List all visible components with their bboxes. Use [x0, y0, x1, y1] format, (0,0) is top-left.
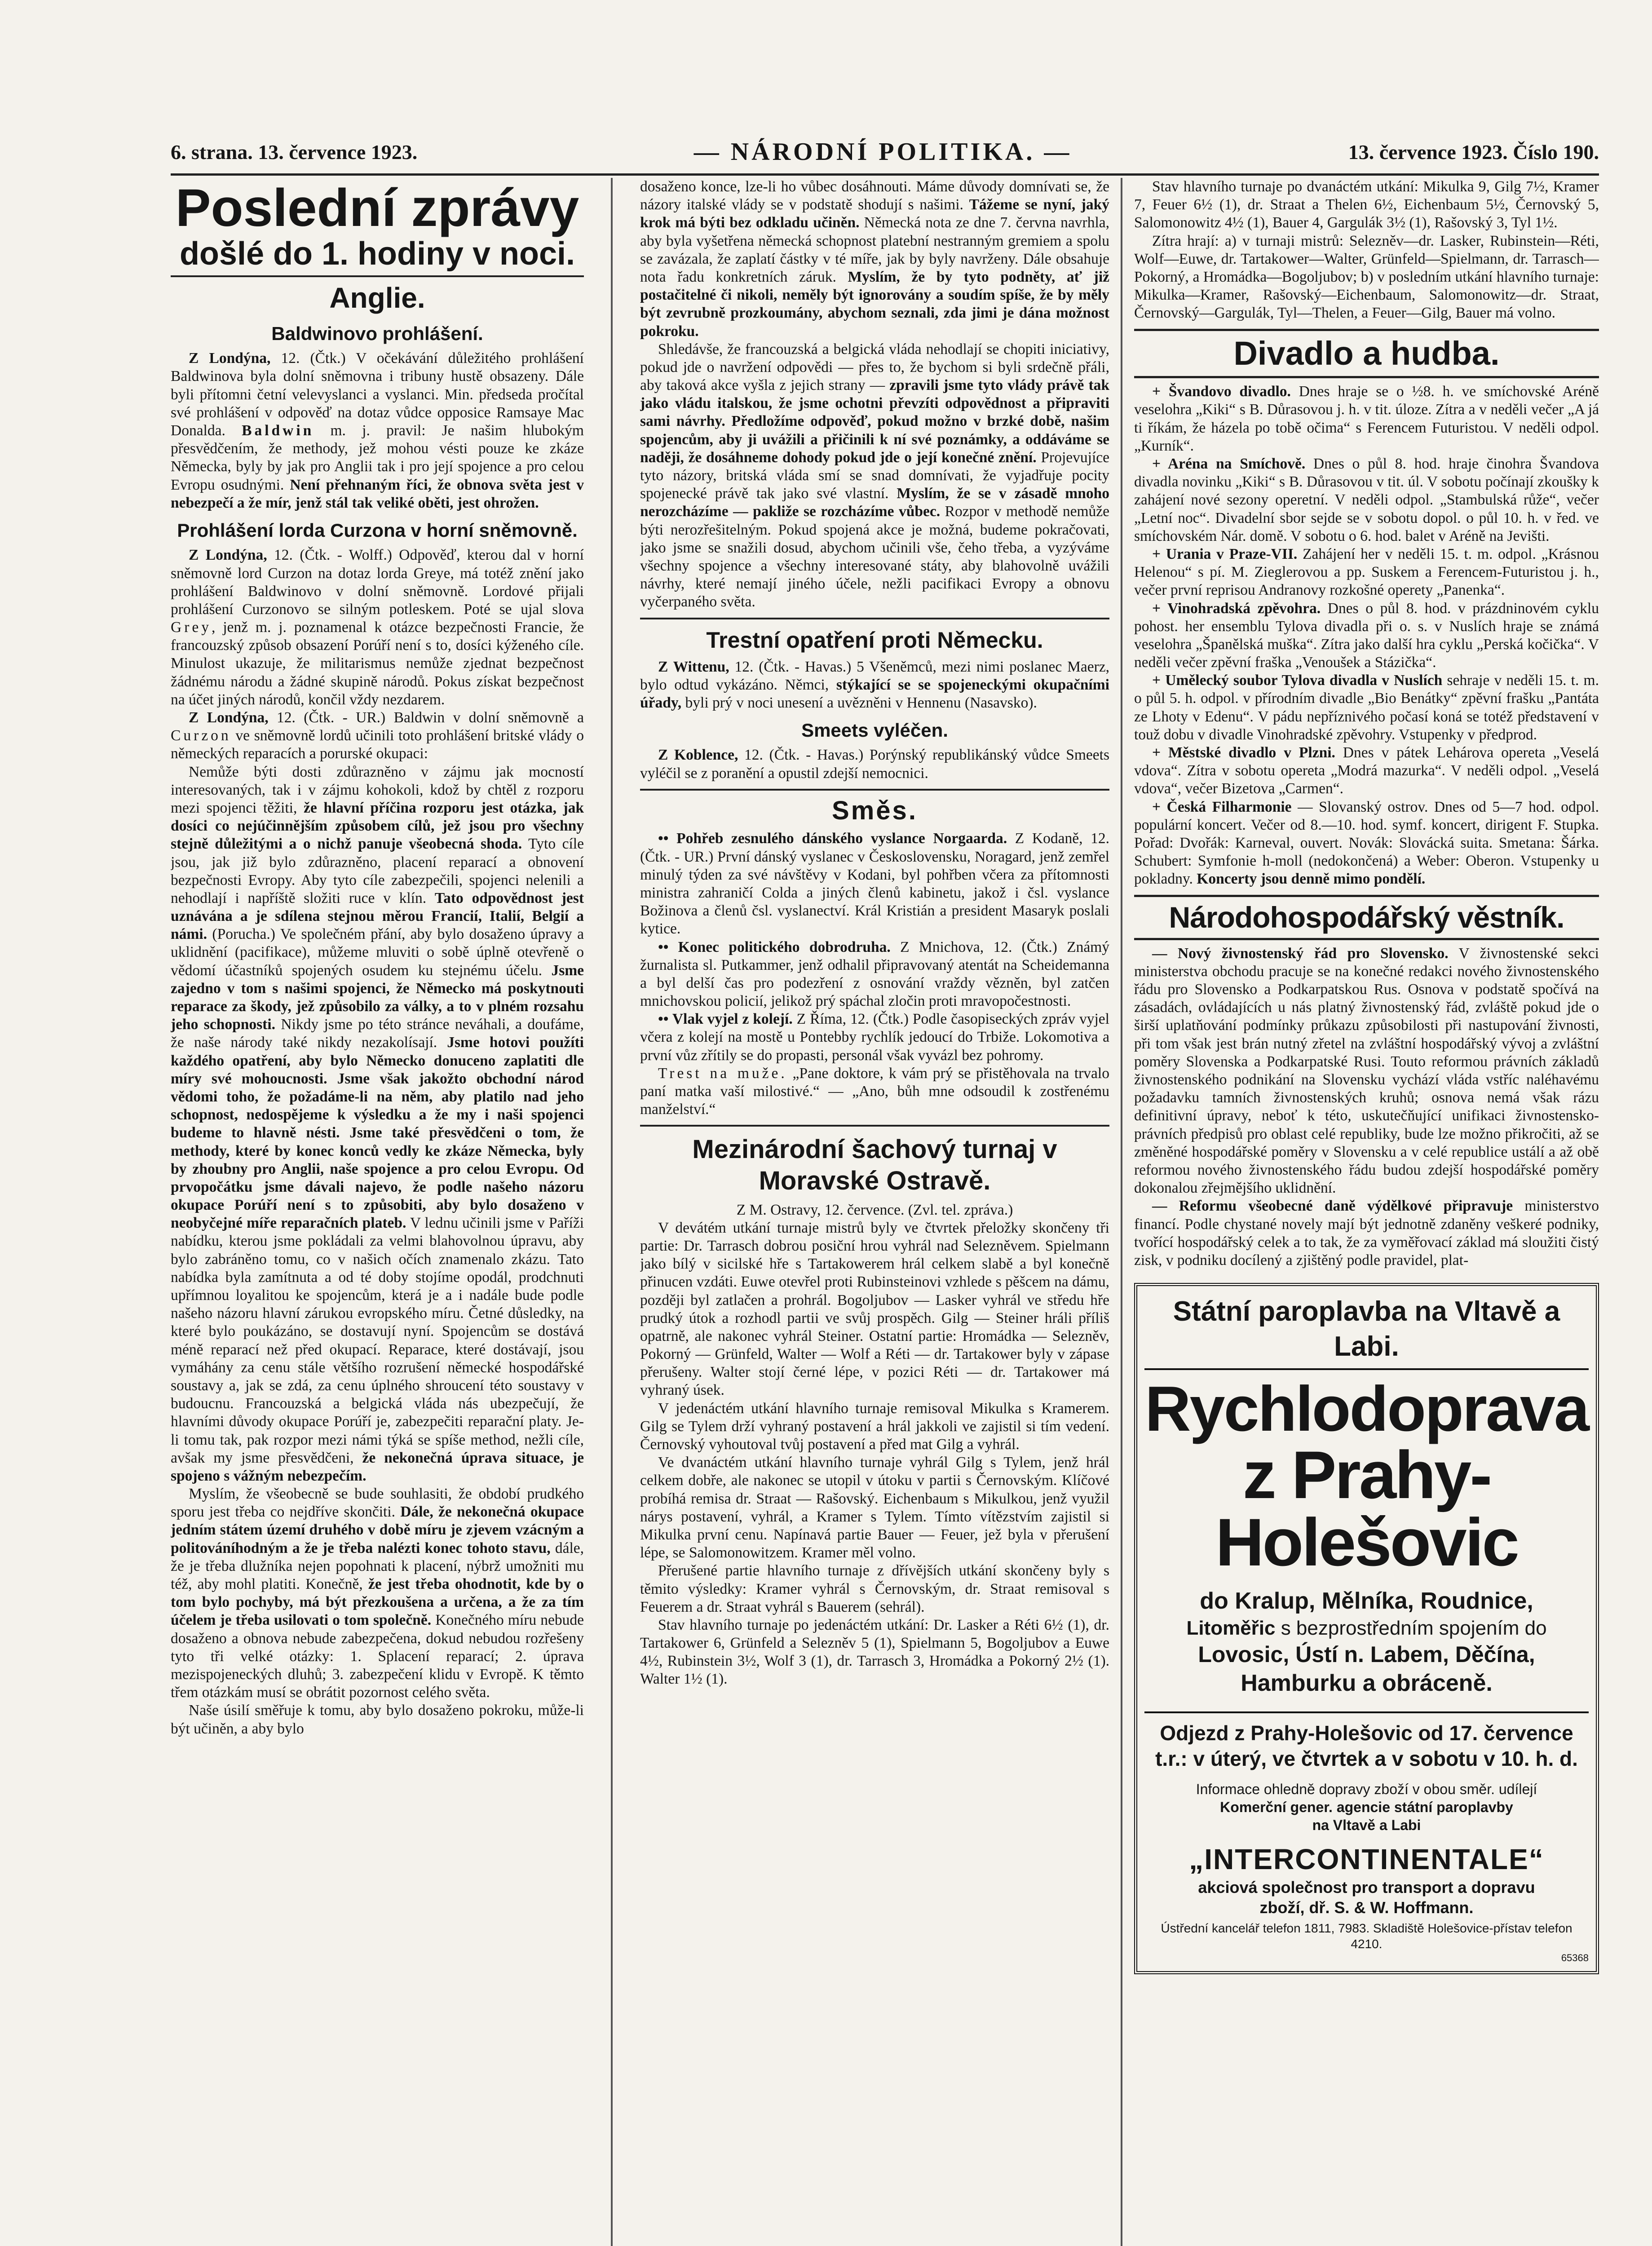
masthead-left: 6. strana. 13. července 1923. — [171, 140, 418, 164]
article-paragraph: V jedenáctém utkání hlavního turnaje remisoval Mikulka s Kramerem. Gilg se Tylem drží vyhraný postavení a hrál jakkoli ve zajistil si tím vedení. Černovský vyhoutoval tvůj postavení a před mat Gilg a vyhrál. — [640, 1400, 1109, 1453]
dateline: Z M. Ostravy, 12. července. (Zvl. tel. zpráva.) — [736, 1201, 1013, 1218]
ad-destinations-3: Lovosic, Ústí n. Labem, Děčína, — [1198, 1642, 1535, 1667]
masthead-title: — NÁRODNÍ POLITIKA. — — [693, 138, 1072, 166]
ad-headline: Rychlodoprava — [1145, 1373, 1588, 1445]
economy-item: — Reformu všeobecné daně výdělkové připravuje ministerstvo financí. Podle chystané novely mají být jednotně zdaněny veškeré podniky, tvořící hospodářský celek a to tak, že za vyměřovací základ má sloužiti čistý zisk, v podniku docílený a zjištěný podle pravidel, plat- — [1134, 1198, 1599, 1269]
theatre-item: + Umělecký soubor Tylova divadla v Nuslích sehraje v neděli 15. t. m. o půl 5. h. odpol. v přírodním divadle „Bio Benátky“ zpěvní frašku „Pantáta ze Lhoty v Edenu“. V pádu nepříznivého počasí koná se totéž představení v touž dobu v divadle Vinohradské zpěvohry. Vstupenky v předprod. — [1134, 672, 1599, 743]
theatre-item: + Městské divadlo v Plzni. Dnes v pátek Lehárova opereta „Veselá vdova“. Zítra v sobotu opereta „Modrá mazurka“. V neděli odpol. „Veselá vdova“, večer Bizetova „Carmen“. — [1134, 744, 1599, 797]
ad-code: 65368 — [1561, 1952, 1589, 1963]
news-item: •• Vlak vyjel z kolejí. Z Říma, 12. (Čtk.) Podle časopiseckých zpráv vyjel včera z kolejí na mostě u Pontebby rychlík jedoucí do Trbiže. Lokomotiva a první vůz zřítily se do propasti, personál však vyvázl bez pohromy. — [640, 1011, 1109, 1064]
headline-latest-news: Poslední zprávy — [175, 178, 579, 238]
article-paragraph: Myslím, že všeobecně se bude souhlasiti, že období prudkého sporu jest třeba co nejdříve skončiti. Dále, že nekonečná okupace jedním státem území druhého v době míru je zjevem vzácným a politováníhodným a že je třeba nalézti konec tohoto stavu, dále, že je třeba dlužníka nejen popohnati k placení, nýbrž umožniti mu též, aby mohl platiti. Konečně, že jest třeba ohodnotit, kde by o tom bylo pochyby, má být přezkoušena a určena, a že za tím účelem je třeba usilovati o tom společně. Konečného míru nebude dosaženo a obnova nebude zabezpečena, dokud nebudou rozřešeny tyto tři velké otázky: 1. Splacení reparací; 2. úprava mezispojeneckých dluhů; 3. zabezpečení klidu v Evropě. K těmto třem otázkám musí se obrátit pozornost celého světa. — [171, 1486, 584, 1701]
section-economic-bulletin: Národohospodářský věstník. — [1134, 895, 1599, 940]
headline-subtitle: došlé do 1. hodiny v noci. — [171, 236, 584, 277]
headline-chess-tournament: Mezinárodní šachový turnaj v Moravské Ostravě. — [692, 1135, 1057, 1196]
ad-company-sub: akciová společnost pro transport a dopravu zboží, dř. S. & W. Hoffmann. — [1198, 1878, 1535, 1917]
shipping-advertisement — [1134, 1283, 1599, 1974]
masthead — [171, 130, 1599, 176]
theatre-item: + Urania v Praze-VII. Zahájení her v neděli 15. t. m. odpol. „Krásnou Helenou“ s pí. M. Zieglerovou a pp. Suskem a Ferencem-Futuristou j. h., večer první reprisou Andranovy rozkošné operety „Panenka“. — [1134, 545, 1599, 599]
ad-header: Státní paroplavba na Vltavě a Labi. — [1144, 1294, 1589, 1370]
theatre-item: + Švandovo divadlo. Dnes hraje se o ½8. h. ve smíchovské Aréně veselohra „Kiki“ s B. Důrasovou j. h. v tit. úloze. Zítra a v neděli večer „A já ti říkám, že házela po tobě očima“ s Ferencem Futuristou. V neděli odpol. „Kurník“. — [1134, 383, 1599, 454]
theatre-item: + Aréna na Smíchově. Dnes o půl 8. hod. hraje činohra Švandova divadla novinku „Kiki“ s B. Důrasovou v tit. úl. V sobotu počínají zkoušky k zahájení nové sezony operetní. V neděli odpol. „Stambulská růže“, večer „Letní noc“. Divadelní sbor sejde se v sobotu dopol. o půl 10. h. v řed. ve smíchovském Nár. domě. V sobotu o 6. hod. balet v Aréně na Jevišti. — [1134, 455, 1599, 544]
ad-company: „INTERCONTINENTALE“ — [1189, 1843, 1544, 1875]
subheading-baldwin: Baldwinovo prohlášení. — [271, 323, 483, 344]
article-paragraph: Z Londýna, 12. (Čtk. - UR.) Baldwin v dolní sněmovně a Curzon ve sněmovně lordů učinili toto prohlášení britské vlády o německých reparacích a porurské okupaci: — [171, 709, 584, 762]
article-paragraph: Z Koblence, 12. (Čtk. - Havas.) Porýnský republikánský vůdce Smeets vyléčil se z poranění a opustil zdejší nemocnici. — [640, 747, 1109, 782]
article-paragraph: Stav hlavního turnaje po jedenáctém utkání: Dr. Lasker a Réti 6½ (1), dr. Tartakower 6, Grünfeld a Selezněv 5 (1), Spielmann 5, Bogoljubov a Euwe 4½, Rubinstein 3½, Wolf 3 (1), dr. Tarrasch 3, Hromádka a Pokorný 2½ (1). Walter 1½ (1). — [640, 1616, 1109, 1688]
article-paragraph: V devátém utkání turnaje mistrů byly ve čtvrtek přeložky skončeny tři partie: Dr. Tarrasch dobrou posiční hrou vyhrál nad Selezněvem. Spielmann jako bílý v sicilské hře s Tartakowerem hrál celkem slabě a byl konečně přinucen vzdáti. Euwe otevřel proti Rubinsteinovi vzhlede s pěšcem na dámu, později byl zatlačen a prohrál. Bogoljubov — Lasker vyhrál ve středu hře prudký útok a rozhodl partii ve svůj prospěch. Gilg — Steiner hráli příliš opatrně, ale nakonec vyhrál Steiner. Ostatní partie: Hromádka — Selezněv, Pokorný — Grünfeld, Walter — Wolf a Réti — dr. Tartakower byly v zápase přerušeny. Walter stojí černé lépe, v pozici Réti — dr. Tartakower má vyhraný úsek. — [640, 1219, 1109, 1399]
theatre-item: + Česká Filharmonie — Slovanský ostrov. Dnes od 5—7 hod. odpol. populární koncert. Večer od 8.—10. hod. symf. koncert, dirigent F. Stupka. Pořad: Dvořák: Karneval, ouvert. Novák: Slovácká suita. Smetana: Šárka. Schubert: Symfonie h-moll (nedokončená) a Weber: Oberon. Vstupenky u pokladny. Koncerty jsou denně mimo pondělí. — [1134, 798, 1599, 888]
ad-departure: Odjezd z Prahy-Holešovic od 17. července t.r.: v úterý, ve čtvrtek a v sobotu v 10. h. d. — [1144, 1711, 1589, 1772]
news-item: •• Pohřeb zesnulého dánského vyslance Norgaarda. Z Kodaně, 12. (Čtk. - UR.) První dánský vyslanec v Československu, Noragard, jenž zemřel minulý týden za své návštěvy v Kodani, byl pohřben včera za přítomnosti ministra zahraničí Colda a jiných členů kabinetu, jakož i čsl. vyslance Božinova a členů čsl. vyslanectví. Král Kristián a president Masaryk poslali kytice. — [640, 830, 1109, 937]
article-paragraph: Z Londýna, 12. (Čtk.) V očekávání důležitého prohlášení Baldwinova byla dolní sněmovna i tribuny hustě obsazeny. Dále byli přítomni četní velevyslanci a vyslanci. Min. předseda pročítal své prohlášení v odpověď na dotaz vůdce opposice Ramsaye Mac Donalda. Baldwin m. j. pravil: Je našim hlubokým přesvědčením, že methody, jež mohou vésti pouze ke zkáze Německa, byly by jak pro Anglii tak i pro její spojence a pro celou Evropu osudnými. Není přehnaným říci, že obnova světa jest v nebezpečí a že mír, jenž stál tak veliké oběti, jest ohrožen. — [171, 350, 584, 511]
article-paragraph: Stav hlavního turnaje po dvanáctém utkání: Mikulka 9, Gilg 7½, Kramer 7, Feuer 6½ (1), dr. Straat a Thelen 6½, Eichenbaum 5½, Černovský 5, Salomonowitz 4½ (1), Bauer 4, Gargulák 3½ (1), Rašovský 3, Tyl 1½. — [1134, 178, 1599, 231]
article-paragraph: Shledávše, že francouzská a belgická vláda nehodlají se chopiti iniciativy, pokud jde o navržení odpovědi — přes to, že bychom si byli srdečně přáli, aby taková akce vyšla z jejich strany — zpravili jsme tyto vlády právě tak jako vládu italskou, že jsme ochotni převzíti odpovědnost a připraviti sami návrhy. Předložíme odpověď, pokud možno v brzké době, našim spojencům, aby ji uvážili a přičinili k ní své poznámky, a oddáváme se naději, že dosáhneme dohody pokud jde o její konečné znění. Projevujíce tyto názory, britská vláda smí se snad domnívati, že vyjadřuje pocity spojenecké právě tak jako své vlastní. Myslím, že se v zásadě mnoho nerozcházíme — pakliže se rozcházíme vůbec. Rozpor v methodě nemůže býti nerozřešitelným. Pokud spojená akce je možná, budeme pokračovati, jako jsme se snažili dosud, abychom učinili vše, čeho třeba, a vyzýváme všechny spojence a všechny interesované státy, aby blahovolně uvážili návrhy, které nemají jiného účele, nežli pacifikaci Evropy a obnovu vyčerpaného světa. — [640, 340, 1109, 610]
column-1 — [171, 178, 584, 2246]
article-paragraph: Přerušené partie hlavního turnaje z dřívějších utkání skončeny byly s těmito výsledky: Kramer vyhrál s Černovským, dr. Straat remisoval s Feuerem a dr. Straat vyhrál s Bauerem (sehrál). — [640, 1562, 1109, 1615]
subheading-smeets: Smeets vyléčen. — [801, 720, 948, 741]
ad-destinations-4: Hamburku a obráceně. — [1241, 1670, 1493, 1696]
article-paragraph: Nemůže býti dosti zdůrazněno v zájmu jak mocností interesovaných, tak i v zájmu kohokoli, kdož by chtěl z rozporu mezi spojenci těžiti, že hlavní příčina rozporu jest otázka, jak dosíci co nejúčinnějším způsobem cílů, jež jsou pro všechny stejně důležitými a o nichž panuje všeobecná shoda. Tyto cíle jsou, jak již bylo zdůrazněno, placení reparací a obnovení bezpečnosti Evropy. Aby tyto cíle zabezpečili, spojenci nelenili a nehodlají i napříště složiti ruce v klín. Tato odpovědnost jest uznávána a je sdílena stejnou měrou Francií, Italií, Belgií a námi. (Porucha.) Ve společném přání, aby bylo dosaženo úpravy a uklidnění (pacifikace), můžeme mluviti o sobě úplně otevřeně o vědomí účastníků spojených osudem ku stejnému účelu. Jsme zajedno v tom s našimi spojenci, že Německo má poskytnouti reparace za škody, jež způsobilo za války, a to v plném rozsahu jeho schopnosti. Nikdy jsme po této stránce neváhali, a doufáme, že naše národy také nikdy nezakolísají. Jsme hotovi použíti každého opatření, aby bylo Německo donuceno zaplatiti dle míry své mohoucnosti. Jsme však jakožto obchodní národ vědomi toho, že požadáme-li na něm, aby platilo nad jeho schopnost, nedospějeme k výsledku a že my i naši spojenci budeme to hlavně nésti. Jsme také přesvědčeni o tom, že methody, které by konec konců vedly ke zkáze Německa, byly by zhoubny pro Anglii, naše spojence a pro celou Evropu. Od prvopočátku jsme dávali najevo, že podle našeho názoru okupace Porúří není s to způsobiti, aby bylo dosaženo v neobyčejné míře reparačních plateb. V lednu učinili jsme v Paříži nabídku, kterou jsme pokládali za velmi blahovolnou úpravu, aby bylo zabráněno tomu, co v našich očích znamenalo zkázu. Tato nabídka byla zamítnuta a od té doby stojíme opodál, prodchnuti upřímnou loyalitou ke spojencům, která je a i nadále bude podle našeho názoru hlavní zárukou evropského míru. Četné důsledky, na které bylo poukázáno, se dostavují nyní. Spojencům se dostává méně reparací než před okupací. Reparace, které dostávají, jsou vymáhány za cenu stále většího rozrušení německé hospodářské soustavy a, jak se zdá, za cenu úplného shroucení této soustavy v budoucnu. Francouzská a belgická vláda nás ubezpečují, že hlavními důvody okupace Porúří je, zabezpečiti reparační platy. Je-li tomu tak, pak rozpor mezi námi týká se spíše method, nežli cíle, avšak my jsme přesvědčeni, že nekonečná úprava situace, je spojeno s vážným nebezpečím. — [171, 763, 584, 1484]
subheading-curzon: Prohlášení lorda Curzona v horní sněmovně. — [177, 519, 578, 541]
column-rule — [1121, 178, 1122, 2246]
divider — [640, 618, 1109, 619]
article-paragraph: dosaženo konce, lze-li ho vůbec dosáhnouti. Máme důvody domnívati se, že názory italské vlády se v podstatě shodují s našimi. Tážeme se nyní, jaký krok má býti bez odkladu učiněn. Německá nota ze dne 7. června navrhla, aby byla vyšetřena německá schopnost platební nestranným gremiem a spolu se zavázala, že zaplatí částky v té míře, jak by byly navrženy. Dále obsahuje nota řadu konkretních záruk. Myslím, že by tyto podněty, ať již postačitelné či nikoli, neměly být ignorovány a soudím spíše, že by měly být zevrubně prozkoumány, abychom seznali, zda jimi je dána možnost pokroku. — [640, 178, 1109, 340]
ad-footer: Ústřední kancelář telefon 1811, 7983. Skladiště Holešovice-přístav telefon 4210. — [1161, 1921, 1572, 1951]
economy-item: — Nový živnostenský řád pro Slovensko. V živnostenské sekci ministerstva obchodu pracuje se na konečné redakci nového živnostenského řádu pro Slovensko a Podkarpatskou Rus. Osnova v podstatě spočívá na zásadách, ovládajících u nás platný živnostenský řád, zvláště pokud jde o širší uplatňování podmínky průkazu způsobilosti při nastupování živnosti, při tom však jest brán nutný zřetel na zvláštní hospodářský vývoj a zvláštní poměry Slovenska a Podkarpatské Rusi. Touto reformou právních základů živnostenského podnikání na Slovensku vychází vláda vstříc naléhavému požadavku tamních živnostenských kruhů; osnova nemá však rázu definitivní úpravy, neboť k této, uskutečňující unifikaci živnostensko-právních předpisů pro oblast celé republiky, bude lze možno přikročiti, až se změněné hospodářské poměry v Slovensku a v celé republice ustálí a až obě reformou nového živnostenského řádu budou zdejší hospodářské poměry dokonalou zřejmějšího uklidnění. — [1134, 945, 1599, 1197]
headline-penal-measures: Trestní opatření proti Německu. — [706, 627, 1043, 653]
article-paragraph: Zítra hrají: a) v turnaji mistrů: Selezněv—dr. Lasker, Rubinstein—Réti, Wolf—Euwe, dr. Tartakower—Walter, Grünfeld—Spielmann, dr. Tarrasch—Pokorný, a Hromádka—Bogoljubov; b) v posledním utkání hlavního turnaje: Mikulka—Kramer, Rašovský—Eichenbaum, Salomonowitz—dr. Straat, Černovský—Gargulák, Tyl—Thelen, a Feuer—Gilg, Bauer má volno. — [1134, 232, 1599, 322]
section-miscellany: Směs. — [832, 796, 918, 825]
column-rule — [611, 178, 613, 2246]
article-paragraph: Ve dvanáctém utkání hlavního turnaje vyhrál Gilg s Tylem, jenž hrál celkem dobře, ale nakonec se utopil v útoku v partii s Černovským. Klíčové probíhá remisa dr. Straat — Rašovský. Eichenbaum s Mikulkou, jenž využil nárys postavení, vyhrál, a Kramer s Tylem. Tímto vítězstvím zajistil si Mikulka první cenu. Napínavá partie Bauer — Feuer, jež byla v přerušení lépe, se Salomonowitzem. Kramer měl volno. — [640, 1454, 1109, 1561]
news-item: •• Konec politického dobrodruha. Z Mnichova, 12. (Čtk.) Známý žurnalista sl. Putkammer, jenž odhalil připravovaný atentát na Scheidemanna a byl delší čas pro podezření z osnování vraždy vězněn, byl zatčen mnichovskou policií, jelikož prý spáchal zločin proti mravopočestnosti. — [640, 938, 1109, 1010]
ad-headline-2: z Prahy-Holešovic — [1215, 1437, 1518, 1580]
ad-destinations: do Kralup, Mělníka, Roudnice, — [1200, 1588, 1533, 1614]
masthead-right: 13. července 1923. Číslo 190. — [1348, 140, 1599, 164]
column-3 — [1134, 178, 1599, 2246]
news-item: Trest na muže. „Pane doktore, k vám prý se přistěhovala na trvalo paní matka vaší milostivé.“ — „Ano, bůh mne odsoudil k zostřenému manželství.“ — [640, 1065, 1109, 1118]
ad-info: Informace ohledně dopravy zboží v obou směr. udílejí Komerční gener. agencie státní paroplavby na Vltavě a Labi — [1196, 1781, 1537, 1833]
article-paragraph: Z Wittenu, 12. (Čtk. - Havas.) 5 Všeněmců, mezi nimi poslanec Maerz, bylo odtud vykázáno. Němci, stýkající se se spojeneckými okupačními úřady, byli prý v noci unesení a uvězněni v Hennenu (Nasavsko). — [640, 658, 1109, 711]
column-2 — [640, 178, 1109, 2246]
section-theatre-music: Divadlo a hudba. — [1134, 329, 1599, 379]
divider — [640, 1125, 1109, 1127]
ad-destinations-2: Litoměřic s bezprostředním spojením do — [1186, 1617, 1547, 1640]
article-paragraph: Z Londýna, 12. (Čtk. - Wolff.) Odpověď, kterou dal v horní sněmovně lord Curzon na dotaz lorda Greye, má totéž znění jako prohlášení Baldwinovo v dolní sněmovně. Lordové přijali prohlášení Curzonovo se silným potleskem. Poté se ujal slova Grey, jenž m. j. poznamenal k otázce bezpečnosti Francie, že francouzský způsob obsazení Porúří není s to, dosíci kýženého cíle. Minulost ukazuje, že militarismus nemůže zjednat bezpečnost žádnému národu a žádné skupině národů. Pokus získat bezpečnost na účet jiných národů, končil vždy nezdarem. — [171, 547, 584, 708]
article-paragraph: Naše úsilí směřuje k tomu, aby bylo dosaženo pokroku, může-li být učiněn, a aby bylo — [171, 1702, 584, 1737]
section-england: Anglie. — [329, 282, 425, 314]
theatre-item: + Vinohradská zpěvohra. Dnes o půl 8. hod. v prázdninovém cyklu pohost. her ensemblu Tylova divadla při o. s. v Nuslích hraje se známá veselohra „Španělská muška“. Zítra jako další hra cyklu „Perská kočička“. V neděli večer zpěvní fraška „Venoušek a Stázička“. — [1134, 600, 1599, 671]
divider — [640, 789, 1109, 791]
